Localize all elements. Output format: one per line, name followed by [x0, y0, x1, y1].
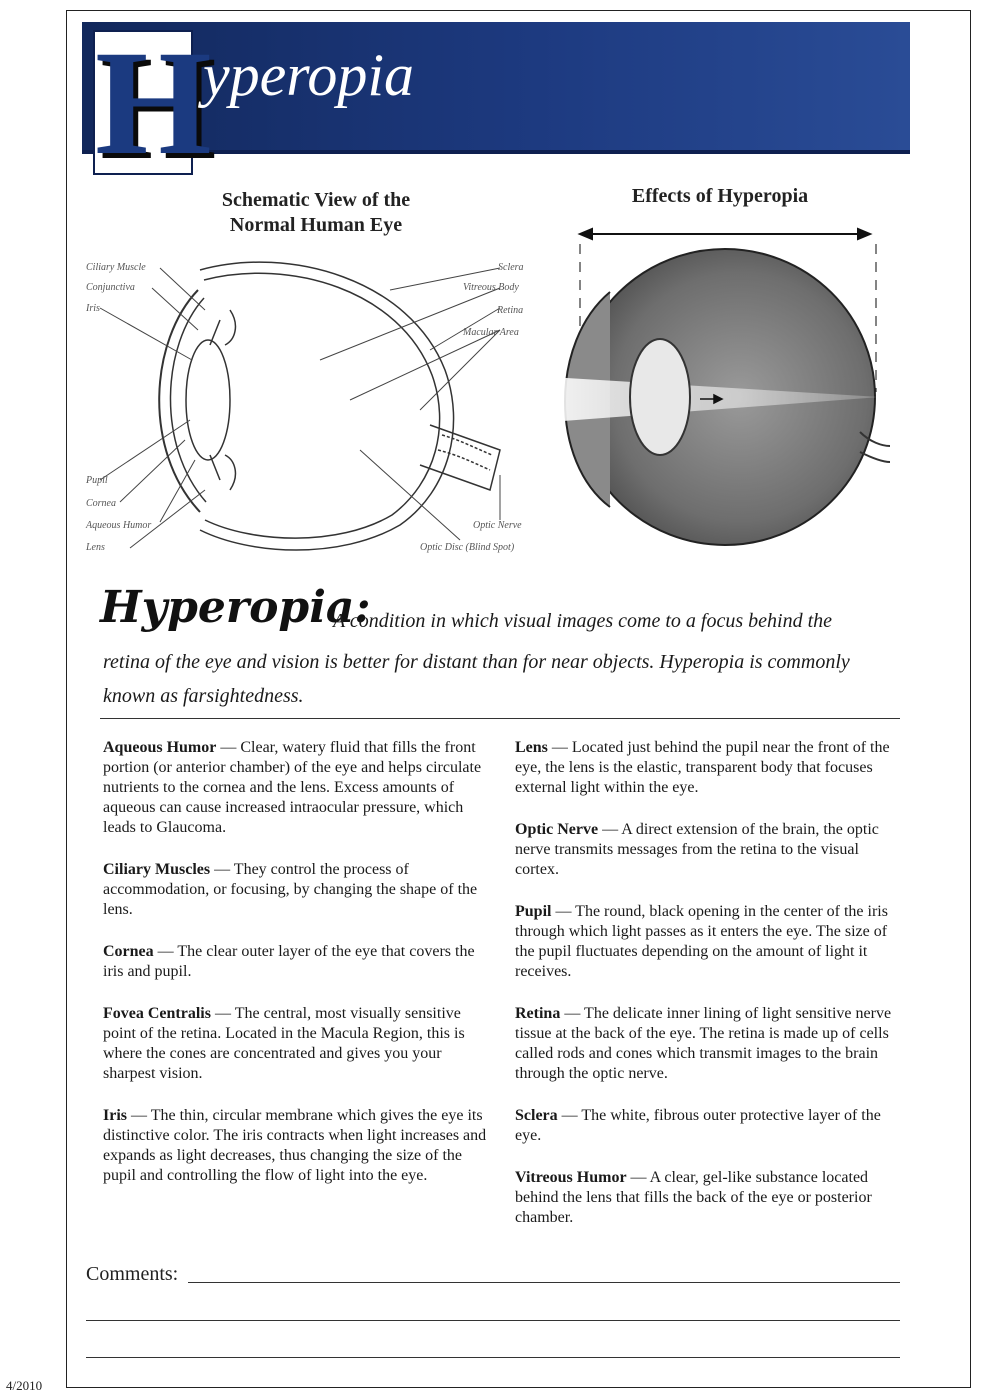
label-sclera: Sclera [498, 262, 524, 273]
glossary-entry [515, 1106, 905, 1146]
footer-date: 4/2010 [6, 1378, 43, 1393]
comments-label: Comments: [86, 1263, 179, 1285]
glossary-entry [103, 1004, 493, 1084]
glossary-entry [103, 860, 493, 920]
comments-line[interactable] [188, 1282, 900, 1283]
glossary-definition: — Located just behind the pupil near the front of the eye, the lens is the elastic, transparent body that focuses external light within the eye. [515, 739, 890, 796]
figure-left-title-line2: Normal Human Eye [229, 214, 403, 236]
comments-line[interactable] [86, 1320, 900, 1321]
label-cornea: Cornea [86, 498, 116, 509]
label-pupil: Pupil [86, 475, 108, 486]
glossary-term: Vitreous Humor [515, 1169, 627, 1186]
normal-eye-diagram [80, 250, 540, 560]
glossary-left-column [103, 738, 493, 1208]
glossary-entry [103, 942, 493, 982]
glossary-definition: — Clear, watery fluid that fills the front portion (or anterior chamber) of the eye and helps circulate nutrients to the cornea and the lens. Excess amounts of aqueous can cause increased intraocular pressure, which leads to Glaucoma. [103, 739, 482, 836]
glossary-definition: — A clear, gel-like substance located behind the lens that fills the back of the eye or posterior chamber. [515, 1169, 872, 1226]
glossary-term: Pupil [515, 903, 552, 920]
label-ciliary-muscle: Ciliary Muscle [86, 262, 146, 273]
logo-box [93, 20, 212, 186]
label-aqueous-humor: Aqueous Humor [86, 520, 152, 531]
glossary-term: Iris [103, 1107, 127, 1124]
glossary-entry [515, 1004, 905, 1084]
glossary-entry [103, 1106, 493, 1186]
definition-text-first-line: A condition in which visual images come to a focus behind the [333, 610, 833, 632]
glossary-definition: — A direct extension of the brain, the optic nerve transmits messages from the retina to the visual cortex. [515, 821, 879, 878]
label-optic-disc: Optic Disc (Blind Spot) [420, 542, 515, 553]
glossary-definition: — They control the process of accommodation, or focusing, by changing the shape of the lens. [103, 861, 478, 918]
definition-text-rest: retina of the eye and vision is better for distant than for near objects. Hyperopia is commonly known as farsightedness. [103, 651, 850, 707]
figure-right-title: Effects of Hyperopia [631, 185, 809, 207]
glossary-term: Cornea [103, 943, 154, 960]
glossary-term: Aqueous Humor [103, 739, 217, 756]
figure-left-title [196, 188, 436, 238]
definition-divider [100, 718, 900, 719]
glossary-entry [515, 1168, 905, 1228]
label-optic-nerve: Optic Nerve [473, 520, 522, 531]
glossary-term: Lens [515, 739, 548, 756]
hyperopia-eye-diagram [530, 222, 890, 562]
label-vitreous-body: Vitreous Body [463, 282, 519, 293]
glossary-entry [103, 738, 493, 838]
banner-title: yperopia [203, 42, 415, 108]
glossary-term: Ciliary Muscles [103, 861, 211, 878]
label-macular-area: Macular Area [463, 327, 519, 338]
label-conjunctiva: Conjunctiva [86, 282, 135, 293]
definition-heading: Hyperopia: [100, 582, 371, 633]
glossary-right-column [515, 738, 905, 1250]
glossary-term: Retina [515, 1005, 561, 1022]
glossary-term: Optic Nerve [515, 821, 599, 838]
glossary-entry [515, 820, 905, 880]
figure-left-title-line1: Schematic View of the [221, 189, 411, 211]
glossary-entry [515, 738, 905, 798]
glossary-definition: — The white, fibrous outer protective layer of the eye. [515, 1107, 881, 1144]
comments-line[interactable] [86, 1357, 900, 1358]
glossary-entry [515, 902, 905, 982]
glossary-term: Sclera [515, 1107, 558, 1124]
glossary-definition: — The central, most visually sensitive point of the retina. Located in the Macula Region, this is where the cones are concentrated and gives you your sharpest vision. [103, 1005, 465, 1082]
glossary-definition: — The thin, circular membrane which gives the eye its distinctive color. The iris contracts when light increases and expands as light decreases, thus changing the size of the pupil and controlling the flow of light into the eye. [103, 1107, 487, 1184]
glossary-term: Fovea Centralis [103, 1005, 211, 1022]
glossary-definition: — The round, black opening in the center of the iris through which light passes as it enters the eye. The size of the pupil fluctuates depending on the amount of light it receives. [515, 903, 888, 980]
label-lens: Lens [86, 542, 105, 553]
label-retina: Retina [497, 305, 524, 316]
glossary-definition: — The clear outer layer of the eye that covers the iris and pupil. [103, 943, 475, 980]
logo-letter: H [95, 20, 212, 186]
label-iris: Iris [86, 303, 100, 314]
glossary-definition: — The delicate inner lining of light sensitive nerve tissue at the back of the eye. The retina is made up of cells called rods and cones which transmit images to the brain through the optic nerve. [515, 1005, 892, 1082]
